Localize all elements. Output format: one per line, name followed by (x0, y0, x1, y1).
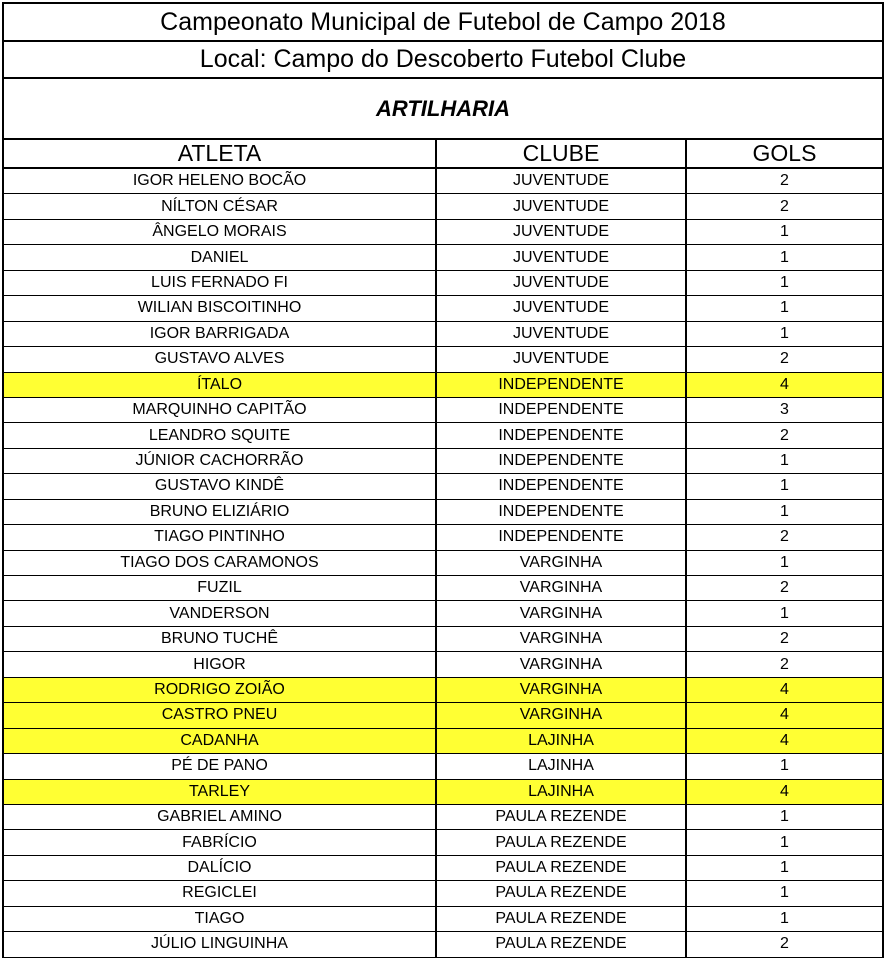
cell-clube: JUVENTUDE (436, 296, 686, 321)
table-row (4, 601, 882, 626)
cell-atleta: CADANHA (4, 728, 436, 753)
table-row (4, 677, 882, 702)
cell-clube: PAULA REZENDE (436, 881, 686, 906)
cell-atleta: LEANDRO SQUITE (4, 423, 436, 448)
cell-gols: 2 (686, 347, 882, 372)
table-row (4, 703, 882, 728)
table-row (4, 194, 882, 219)
cell-atleta: NÍLTON CÉSAR (4, 194, 436, 219)
cell-atleta: GABRIEL AMINO (4, 804, 436, 829)
table-row (4, 804, 882, 829)
cell-atleta: LUIS FERNADO FI (4, 270, 436, 295)
cell-gols: 1 (686, 804, 882, 829)
cell-gols: 1 (686, 550, 882, 575)
cell-atleta: DANIEL (4, 245, 436, 270)
cell-gols: 1 (686, 321, 882, 346)
table-row (4, 576, 882, 601)
cell-gols: 2 (686, 576, 882, 601)
cell-atleta: WILIAN BISCOITINHO (4, 296, 436, 321)
cell-atleta: TIAGO PINTINHO (4, 525, 436, 550)
table-row (4, 474, 882, 499)
table-body (4, 168, 882, 957)
cell-gols: 4 (686, 372, 882, 397)
cell-clube: JUVENTUDE (436, 219, 686, 244)
cell-gols: 2 (686, 652, 882, 677)
table-row (4, 525, 882, 550)
table-header-row (4, 140, 882, 168)
cell-clube: PAULA REZENDE (436, 906, 686, 931)
cell-gols: 1 (686, 448, 882, 473)
cell-atleta: MARQUINHO CAPITÃO (4, 397, 436, 422)
table-row (4, 855, 882, 880)
cell-atleta: BRUNO TUCHÊ (4, 626, 436, 651)
table-row (4, 219, 882, 244)
cell-gols: 1 (686, 499, 882, 524)
cell-clube: VARGINHA (436, 652, 686, 677)
cell-atleta: PÉ DE PANO (4, 754, 436, 779)
cell-gols: 1 (686, 855, 882, 880)
scorers-table (4, 140, 882, 958)
section-heading: ARTILHARIA (4, 79, 882, 140)
table-row (4, 932, 882, 957)
table-row (4, 550, 882, 575)
cell-gols: 1 (686, 830, 882, 855)
table-row (4, 652, 882, 677)
cell-clube: INDEPENDENTE (436, 397, 686, 422)
cell-gols: 1 (686, 881, 882, 906)
cell-clube: PAULA REZENDE (436, 855, 686, 880)
table-row (4, 423, 882, 448)
cell-atleta: ÍTALO (4, 372, 436, 397)
cell-atleta: JÚNIOR CACHORRÃO (4, 448, 436, 473)
cell-gols: 1 (686, 245, 882, 270)
cell-clube: VARGINHA (436, 576, 686, 601)
cell-clube: PAULA REZENDE (436, 804, 686, 829)
table-row (4, 830, 882, 855)
column-header-atleta: ATLETA (4, 140, 436, 168)
cell-clube: VARGINHA (436, 601, 686, 626)
table-row (4, 296, 882, 321)
cell-atleta: IGOR HELENO BOCÃO (4, 168, 436, 194)
cell-clube: JUVENTUDE (436, 194, 686, 219)
cell-gols: 3 (686, 397, 882, 422)
table-row (4, 779, 882, 804)
cell-gols: 2 (686, 168, 882, 194)
cell-atleta: JÚLIO LINGUINHA (4, 932, 436, 957)
cell-gols: 4 (686, 779, 882, 804)
cell-atleta: IGOR BARRIGADA (4, 321, 436, 346)
cell-atleta: GUSTAVO ALVES (4, 347, 436, 372)
cell-gols: 1 (686, 754, 882, 779)
table-row (4, 881, 882, 906)
cell-gols: 4 (686, 728, 882, 753)
cell-atleta: GUSTAVO KINDÊ (4, 474, 436, 499)
cell-clube: LAJINHA (436, 728, 686, 753)
cell-clube: INDEPENDENTE (436, 525, 686, 550)
cell-clube: PAULA REZENDE (436, 830, 686, 855)
cell-atleta: HIGOR (4, 652, 436, 677)
table-row (4, 754, 882, 779)
cell-clube: JUVENTUDE (436, 270, 686, 295)
cell-clube: INDEPENDENTE (436, 372, 686, 397)
cell-clube: LAJINHA (436, 754, 686, 779)
cell-clube: INDEPENDENTE (436, 499, 686, 524)
table-row (4, 448, 882, 473)
cell-atleta: FUZIL (4, 576, 436, 601)
cell-atleta: TIAGO (4, 906, 436, 931)
table-row (4, 728, 882, 753)
cell-atleta: FABRÍCIO (4, 830, 436, 855)
table-row (4, 270, 882, 295)
cell-gols: 2 (686, 423, 882, 448)
cell-atleta: ÂNGELO MORAIS (4, 219, 436, 244)
venue-subtitle: Local: Campo do Descoberto Futebol Clube (4, 42, 882, 79)
table-row (4, 397, 882, 422)
cell-clube: JUVENTUDE (436, 245, 686, 270)
cell-clube: JUVENTUDE (436, 321, 686, 346)
cell-clube: INDEPENDENTE (436, 474, 686, 499)
table-row (4, 626, 882, 651)
cell-gols: 1 (686, 219, 882, 244)
cell-clube: VARGINHA (436, 703, 686, 728)
cell-atleta: DALÍCIO (4, 855, 436, 880)
table-row (4, 321, 882, 346)
cell-gols: 2 (686, 194, 882, 219)
cell-atleta: REGICLEI (4, 881, 436, 906)
table-row (4, 906, 882, 931)
cell-gols: 2 (686, 626, 882, 651)
table-row (4, 499, 882, 524)
cell-atleta: VANDERSON (4, 601, 436, 626)
cell-clube: INDEPENDENTE (436, 423, 686, 448)
cell-clube: INDEPENDENTE (436, 448, 686, 473)
cell-gols: 1 (686, 270, 882, 295)
cell-clube: VARGINHA (436, 626, 686, 651)
cell-clube: LAJINHA (436, 779, 686, 804)
cell-gols: 4 (686, 703, 882, 728)
cell-gols: 4 (686, 677, 882, 702)
column-header-clube: CLUBE (436, 140, 686, 168)
cell-clube: JUVENTUDE (436, 168, 686, 194)
table-row (4, 372, 882, 397)
cell-gols: 2 (686, 525, 882, 550)
page-title: Campeonato Municipal de Futebol de Campo 2018 (4, 4, 882, 42)
table-row (4, 347, 882, 372)
cell-clube: VARGINHA (436, 550, 686, 575)
cell-clube: PAULA REZENDE (436, 932, 686, 957)
cell-gols: 1 (686, 296, 882, 321)
cell-gols: 2 (686, 932, 882, 957)
cell-clube: VARGINHA (436, 677, 686, 702)
table-row (4, 168, 882, 194)
cell-gols: 1 (686, 474, 882, 499)
cell-atleta: TARLEY (4, 779, 436, 804)
table-row (4, 245, 882, 270)
cell-atleta: CASTRO PNEU (4, 703, 436, 728)
cell-atleta: TIAGO DOS CARAMONOS (4, 550, 436, 575)
cell-gols: 1 (686, 601, 882, 626)
scoreboard-sheet (2, 2, 884, 958)
cell-gols: 1 (686, 906, 882, 931)
cell-atleta: BRUNO ELIZIÁRIO (4, 499, 436, 524)
cell-clube: JUVENTUDE (436, 347, 686, 372)
column-header-gols: GOLS (686, 140, 882, 168)
cell-atleta: RODRIGO ZOIÃO (4, 677, 436, 702)
